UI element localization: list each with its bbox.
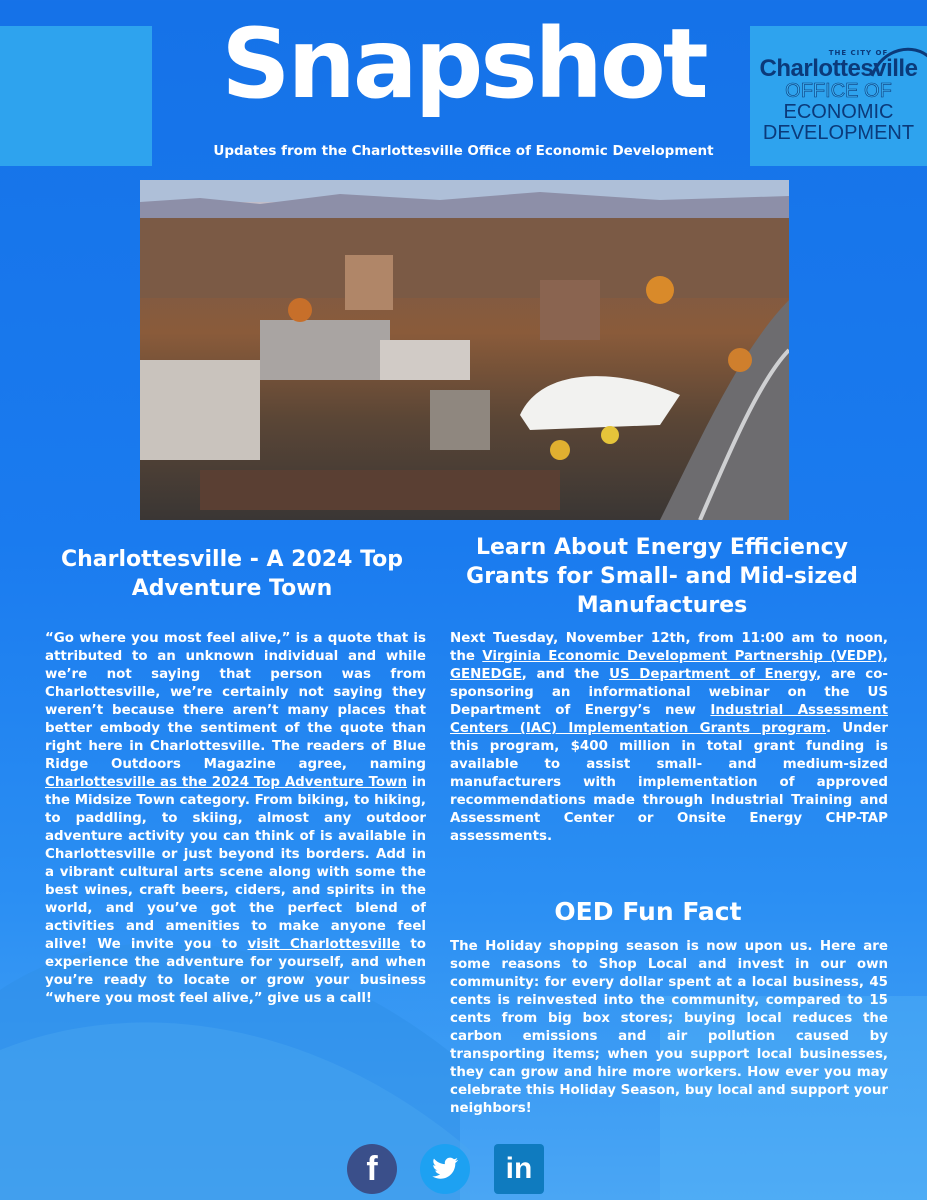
energy-text-1: Next Tuesday, November 12th, from 11:00 am to noon, the <box>450 631 888 664</box>
linkedin-icon[interactable] <box>494 1144 544 1194</box>
newsletter-subtitle: Updates from the Charlottesville Office of Economic Development <box>213 143 714 159</box>
energy-text-3: , and the <box>521 667 600 682</box>
aerial-city-photo <box>140 180 789 520</box>
linkedin-glyph: in <box>505 1152 533 1185</box>
newsletter-title: Snapshot <box>221 8 706 120</box>
adventure-text-1: “Go where you most feel alive,” is a quote that is attributed to an unknown individual and while we’re not saying that person was from Charlottesville, we’re certainly not saying they weren’t because there aren’t many places that better embody the sentiment of the quote than right here in Charlottesville. The readers of Blue Ridge Outdoors Magazine agree, naming <box>45 631 426 772</box>
us-doe-link[interactable]: US Department of Energy <box>609 667 817 682</box>
fun-fact-body: The Holiday shopping season is now upon us. Here are some reasons to Shop Local and invest in our own community: for every dollar spent at a local business, 45 cents is reinvested into the community, compared to 15 cents from big box stores; buying local reduces the carbon emissions and air pollution caused by transporting items; when you support local businesses, they can grow and hire more workers. How ever you may celebrate this Holiday Season, buy local and support your neighbors! <box>450 939 888 1116</box>
twitter-bird-glyph <box>420 1144 470 1194</box>
logo-small-text: THE CITY OF <box>828 48 889 57</box>
energy-text-2: , <box>882 649 888 664</box>
logo-city-name: Charlottesville <box>759 54 918 82</box>
vedp-link[interactable]: Virginia Economic Development Partnership (VEDP) <box>482 649 883 664</box>
logo-office-text: OFFICE OF <box>785 79 892 102</box>
adventure-text-3: to experience the adventure for yourself, and when you’re ready to locate or grow your business “where you most feel alive,” give us a call! <box>45 937 426 1006</box>
adventure-text-2: in the Midsize Town category. From biking, to hiking, to paddling, to skiing, almost any outdoor adventure activity you can think of is available in Charlottesville or just beyond its borders. Add in a vibrant cultural arts scene along with some the best wines, craft beers, ciders, and spirits in the world, and you’ve got the perfect blend of activities and amenities to make anyone feel alive! We invite you to <box>45 775 426 952</box>
visit-charlottesville-link[interactable]: visit Charlottesville <box>247 937 401 952</box>
twitter-icon[interactable] <box>420 1144 470 1194</box>
energy-grants-heading: Learn About Energy Efficiency Grants for Small- and Mid-sized Manufactures <box>466 535 858 618</box>
fun-fact-heading: OED Fun Fact <box>554 897 742 926</box>
iac-grants-link[interactable]: Industrial Assessment Centers (IAC) Implementation Grants program <box>450 703 888 736</box>
logo-development-text: DEVELOPMENT <box>762 121 915 144</box>
top-adventure-town-link[interactable]: Charlottesville as the 2024 Top Adventure Town <box>45 775 408 790</box>
logo-economic-text: ECONOMIC <box>783 100 894 123</box>
energy-grants-body <box>450 630 888 846</box>
adventure-town-body <box>45 630 426 1008</box>
facebook-icon[interactable] <box>347 1144 397 1194</box>
genedge-link[interactable]: GENEDGE <box>450 667 522 682</box>
adventure-town-heading: Charlottesville - A 2024 Top Adventure Town <box>60 547 404 601</box>
energy-text-4: , are co-sponsoring an informational webinar on the US Department of Energy’s new <box>450 667 888 718</box>
facebook-glyph: f <box>366 1149 378 1188</box>
energy-text-5: . Under this program, $400 million in total grant funding is available to assist small- and medium-sized manufacturers with implementation of approved recommendations made through Industrial Training and Assessment Center or Onsite Energy CHP-TAP assessments. <box>450 721 888 844</box>
